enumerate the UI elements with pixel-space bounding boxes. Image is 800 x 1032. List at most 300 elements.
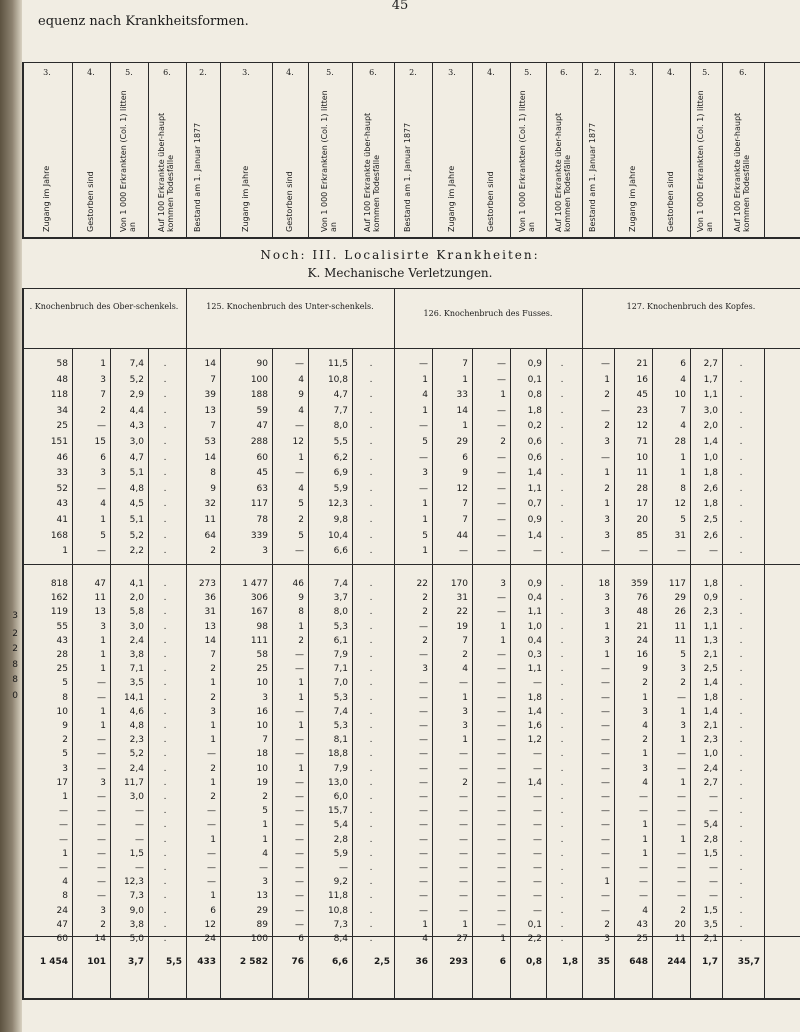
table-cell: 1 (100, 635, 106, 646)
table-cell: 6,6 (333, 546, 348, 557)
table-cell: — (295, 792, 304, 802)
table-cell-dot: . (163, 777, 167, 788)
table-cell: 10 (256, 721, 268, 731)
table-cell: 17 (636, 499, 648, 510)
table-cell: 1 (422, 405, 428, 416)
table-cell: 2 (604, 483, 610, 494)
header-column-rule (546, 62, 547, 238)
table-cell: 47 (256, 421, 268, 432)
column-number: 5. (125, 68, 133, 77)
table-cell-dot: . (163, 820, 167, 831)
total-cell: 35,7 (737, 957, 760, 967)
table-cell: — (601, 664, 610, 675)
table-cell-dot: . (739, 579, 743, 589)
table-cell: — (97, 891, 106, 902)
column-number: 6. (560, 68, 568, 77)
header-column-rule (614, 62, 615, 238)
table-cell-dot: . (163, 749, 167, 760)
table-cell: 5 (262, 806, 268, 817)
table-cell: 1 (100, 706, 106, 717)
table-cell: 3 (262, 692, 268, 703)
table-cell: 2 (680, 678, 686, 689)
table-cell: 1 (210, 777, 216, 788)
table-cell: — (677, 863, 686, 873)
table-cell: — (419, 621, 428, 632)
table-cell: — (601, 834, 610, 845)
table-cell: — (459, 749, 468, 760)
table-cell: 3,0 (129, 621, 144, 632)
table-cell: 14 (204, 452, 216, 463)
header-column-rule (432, 62, 433, 238)
table-cell-dot: . (369, 621, 373, 632)
table-cell: — (601, 792, 610, 802)
table-cell: — (459, 546, 468, 557)
table-cell: 0,6 (527, 452, 542, 463)
table-cell-dot: . (560, 820, 564, 831)
table-cell: 7 (462, 515, 468, 525)
section-subtitle: K. Mechanische Verletzungen. (307, 266, 493, 280)
table-cell: 359 (630, 579, 648, 589)
table-cell-dot: . (369, 359, 373, 369)
header-column-rule (764, 62, 765, 238)
header-bottom-rule (22, 237, 800, 239)
table-cell: 0,9 (527, 515, 542, 525)
group-header-rule (22, 288, 24, 348)
table-cell-dot: . (739, 650, 743, 660)
table-cell: 1 (680, 834, 686, 845)
table-cell: 13 (256, 891, 268, 902)
table-cell: — (533, 749, 542, 760)
table-cell: 29 (674, 593, 686, 604)
table-cell: — (59, 806, 68, 817)
total-cell: 2,5 (374, 957, 390, 967)
table-cell: — (533, 848, 542, 859)
table-cell: 71 (636, 437, 648, 447)
table-cell-dot: . (739, 635, 743, 646)
column-label: Zugang im Jahre (628, 165, 637, 232)
table-cell: 2 (642, 678, 648, 689)
table-cell: 1,4 (527, 777, 542, 788)
table-cell: 5,8 (129, 607, 144, 618)
total-cell: 1,7 (702, 957, 718, 967)
table-cell: 5,4 (333, 820, 348, 831)
table-cell: — (497, 515, 506, 525)
table-cell: 7 (680, 405, 686, 416)
table-cell: 1,4 (527, 468, 542, 479)
table-cell: 1,5 (703, 848, 718, 859)
table-cell: 2,6 (703, 530, 718, 541)
table-cell-dot: . (739, 452, 743, 463)
table-cell-dot: . (739, 806, 743, 817)
column-number: 2. (199, 68, 207, 77)
table-cell: 5 (62, 749, 68, 760)
table-cell: 1,0 (703, 452, 718, 463)
table-cell: — (533, 678, 542, 689)
table-cell-dot: . (739, 777, 743, 788)
table-cell-dot: . (163, 877, 167, 888)
table-cell: — (709, 806, 718, 817)
table-cell: 4 (680, 421, 686, 432)
table-cell: — (709, 792, 718, 802)
table-cell-dot: . (739, 607, 743, 618)
table-cell: — (295, 650, 304, 660)
table-cell: — (135, 834, 144, 845)
table-cell: 118 (50, 390, 68, 401)
table-cell: 7 (262, 735, 268, 746)
table-cell: — (97, 820, 106, 831)
table-cell: 8,0 (333, 607, 348, 618)
table-cell: — (419, 806, 428, 817)
table-cell: — (207, 806, 216, 817)
table-cell-dot: . (369, 706, 373, 717)
table-cell: 1,8 (527, 692, 542, 703)
table-cell: 4,6 (129, 706, 144, 717)
header-column-rule (308, 62, 309, 238)
column-label: Auf 100 Erkrankte über-haupt kommen Todesfälle (554, 112, 572, 232)
table-cell: 0,7 (527, 499, 542, 510)
table-cell: — (207, 863, 216, 873)
table-cell: 2,1 (703, 721, 718, 731)
table-cell: — (295, 877, 304, 888)
table-cell-dot: . (560, 735, 564, 746)
table-cell: 1 (100, 359, 106, 369)
table-cell: — (601, 763, 610, 774)
table-cell: 12 (456, 483, 468, 494)
table-cell: — (419, 863, 428, 873)
column-number: 2. (409, 68, 417, 77)
table-cell: 1,5 (703, 905, 718, 916)
table-cell: 1 (680, 735, 686, 746)
table-cell-dot: . (163, 515, 167, 525)
table-cell-dot: . (163, 452, 167, 463)
table-cell: 2,1 (703, 650, 718, 660)
table-cell: — (419, 891, 428, 902)
table-cell: 10 (674, 390, 686, 401)
header-column-rule (690, 62, 691, 238)
table-cell: — (295, 735, 304, 746)
table-cell: — (207, 820, 216, 831)
table-cell: 22 (456, 607, 468, 618)
table-cell: 9 (642, 664, 648, 675)
table-cell: 5,1 (129, 468, 144, 479)
table-cell-dot: . (739, 390, 743, 401)
table-cell: 1 (604, 621, 610, 632)
running-head: equenz nach Krankheitsformen. (38, 14, 249, 29)
group-header-rule (22, 348, 800, 349)
header-column-rule (352, 62, 353, 238)
table-cell: 3 (100, 621, 106, 632)
table-cell-dot: . (560, 763, 564, 774)
table-cell: 43 (56, 635, 68, 646)
table-cell: 13 (94, 607, 106, 618)
table-cell: — (497, 421, 506, 432)
table-cell: 1 (604, 468, 610, 479)
header-column-rule (394, 62, 395, 238)
table-cell: 1 (642, 692, 648, 703)
table-cell: 14 (204, 635, 216, 646)
column-label: Auf 100 Erkrankte über-haupt kommen Todesfälle (733, 112, 751, 232)
table-cell: — (497, 820, 506, 831)
total-cell: 433 (197, 957, 216, 967)
table-cell-dot: . (163, 763, 167, 774)
table-cell: 7,3 (333, 919, 348, 930)
table-cell: 11 (94, 593, 106, 604)
table-cell: — (601, 359, 610, 369)
table-cell: 58 (256, 650, 268, 660)
table-cell: — (419, 877, 428, 888)
table-cell: 4 (298, 405, 304, 416)
table-cell: 1 (210, 721, 216, 731)
total-cell: 1 454 (39, 957, 68, 967)
table-cell: 1 (298, 763, 304, 774)
table-cell: 1,5 (129, 848, 144, 859)
table-cell-dot: . (560, 359, 564, 369)
table-cell: 1 (500, 635, 506, 646)
table-cell: 1 (462, 735, 468, 746)
table-cell: 6 (462, 452, 468, 463)
table-cell: 151 (50, 437, 68, 447)
table-cell: 7 (462, 635, 468, 646)
table-cell: 1 (210, 834, 216, 845)
table-cell: — (295, 664, 304, 675)
table-cell: 0,9 (527, 359, 542, 369)
table-cell: 2,5 (703, 515, 718, 525)
table-cell: 3 (604, 593, 610, 604)
table-cell: 4 (680, 374, 686, 385)
table-cell: 4,7 (129, 452, 144, 463)
total-cell: 3,7 (128, 957, 144, 967)
table-cell: — (207, 877, 216, 888)
table-cell: — (639, 792, 648, 802)
table-cell-dot: . (369, 650, 373, 660)
table-cell: — (677, 820, 686, 831)
table-cell: 4 (642, 777, 648, 788)
table-cell: — (639, 806, 648, 817)
table-cell: — (497, 530, 506, 541)
table-cell: — (601, 891, 610, 902)
table-cell: 7,0 (333, 678, 348, 689)
table-cell-dot: . (739, 735, 743, 746)
table-cell: 7 (210, 650, 216, 660)
table-cell: 45 (256, 468, 268, 479)
table-cell: 8,1 (333, 735, 348, 746)
table-cell: 2 (680, 905, 686, 916)
table-cell: 4,8 (129, 721, 144, 731)
table-cell: 6 (298, 934, 304, 944)
table-cell: — (677, 763, 686, 774)
table-cell: 59 (256, 405, 268, 416)
table-cell: 5,3 (333, 692, 348, 703)
table-cell: — (533, 820, 542, 831)
table-cell: 18 (598, 579, 610, 589)
table-cell: — (497, 546, 506, 557)
table-cell: 5 (680, 650, 686, 660)
table-cell: 25 (256, 664, 268, 675)
table-cell: 7,1 (129, 664, 144, 675)
table-cell: — (497, 763, 506, 774)
table-cell-dot: . (560, 806, 564, 817)
table-cell: — (639, 891, 648, 902)
table-cell: 25 (636, 934, 648, 944)
table-cell-dot: . (369, 530, 373, 541)
header-column-rule (72, 62, 73, 238)
table-cell: — (533, 877, 542, 888)
table-cell: 2,7 (703, 359, 718, 369)
table-cell: 4 (462, 664, 468, 675)
table-cell: — (97, 421, 106, 432)
group-header: . Knochenbruch des Ober-schenkels. (29, 302, 179, 311)
table-cell: — (419, 692, 428, 703)
column-number: 4. (487, 68, 495, 77)
table-cell-dot: . (163, 437, 167, 447)
table-cell: 1 (210, 735, 216, 746)
table-cell: 4 (100, 499, 106, 510)
table-cell: — (97, 848, 106, 859)
table-cell-dot: . (369, 405, 373, 416)
table-cell: 3 (642, 706, 648, 717)
table-cell-dot: . (739, 359, 743, 369)
table-cell: 4 (62, 877, 68, 888)
table-cell: — (97, 749, 106, 760)
table-cell: 2,7 (703, 777, 718, 788)
table-cell: 43 (636, 919, 648, 930)
group-header-rule (394, 288, 395, 348)
table-cell: 288 (250, 437, 268, 447)
table-cell: — (533, 806, 542, 817)
table-cell: 2,0 (129, 593, 144, 604)
table-cell: 47 (56, 919, 68, 930)
table-cell: — (459, 806, 468, 817)
table-cell-dot: . (560, 749, 564, 760)
table-cell: — (709, 891, 718, 902)
column-label: Bestand am 1. Januar 1877 (403, 122, 412, 232)
table-cell: 6 (680, 359, 686, 369)
table-cell: 26 (674, 607, 686, 618)
table-cell: 1,0 (527, 621, 542, 632)
table-cell: 2,3 (703, 607, 718, 618)
table-cell-dot: . (369, 721, 373, 731)
table-cell: — (419, 650, 428, 660)
table-cell-dot: . (739, 621, 743, 632)
table-cell-dot: . (163, 721, 167, 731)
table-cell: 1,0 (703, 749, 718, 760)
table-cell: — (601, 848, 610, 859)
table-cell: — (497, 792, 506, 802)
table-cell: 1 (500, 390, 506, 401)
total-cell: 6,6 (332, 957, 348, 967)
table-cell: 4 (298, 483, 304, 494)
table-cell: 8 (680, 483, 686, 494)
table-cell: 1,1 (703, 621, 718, 632)
table-cell: 12,3 (327, 499, 348, 510)
table-cell: — (97, 735, 106, 746)
table-cell: 1 477 (242, 579, 268, 589)
table-cell-dot: . (739, 468, 743, 479)
table-cell: 6,9 (333, 468, 348, 479)
table-cell: 12 (292, 437, 304, 447)
table-cell: 3,5 (703, 919, 718, 930)
table-cell: 1 (100, 721, 106, 731)
table-cell: 9 (62, 721, 68, 731)
table-cell: 1 (642, 834, 648, 845)
table-cell-dot: . (163, 359, 167, 369)
table-cell-dot: . (163, 468, 167, 479)
table-cell: 10,8 (327, 905, 348, 916)
table-cell: — (497, 777, 506, 788)
table-cell: 3,0 (129, 792, 144, 802)
table-cell: — (497, 721, 506, 731)
table-cell-dot: . (369, 877, 373, 888)
table-cell: — (295, 919, 304, 930)
table-cell: 10 (56, 706, 68, 717)
table-cell: — (419, 848, 428, 859)
table-cell: 4,1 (129, 579, 144, 589)
margin-row-stub: 2 (12, 629, 18, 639)
table-cell: — (601, 546, 610, 557)
table-cell: 8 (62, 692, 68, 703)
group-header-rule (186, 288, 187, 348)
table-cell: 2 (422, 635, 428, 646)
table-cell: 12 (204, 919, 216, 930)
table-cell: 111 (250, 635, 268, 646)
table-cell: 1,8 (703, 692, 718, 703)
table-cell-dot: . (739, 792, 743, 802)
table-cell: 5,2 (129, 374, 144, 385)
block-separator-rule (22, 564, 800, 565)
table-cell: — (601, 721, 610, 731)
table-cell: — (601, 706, 610, 717)
table-cell: 5,2 (129, 749, 144, 760)
table-cell: 1 (462, 421, 468, 432)
table-cell: — (295, 806, 304, 817)
table-cell: 2 (422, 607, 428, 618)
table-cell: — (97, 877, 106, 888)
table-cell: — (339, 863, 348, 873)
table-cell: — (677, 546, 686, 557)
table-cell: — (419, 706, 428, 717)
table-cell-dot: . (163, 390, 167, 401)
table-cell: 3 (422, 468, 428, 479)
table-cell: 21 (636, 621, 648, 632)
table-cell: 12,3 (123, 877, 144, 888)
table-cell-dot: . (739, 877, 743, 888)
table-cell: — (295, 546, 304, 557)
column-label: Auf 100 Erkrankte über-haupt kommen Todesfälle (157, 112, 175, 232)
table-cell-dot: . (560, 650, 564, 660)
table-cell: — (419, 421, 428, 432)
table-cell-dot: . (369, 374, 373, 385)
header-column-rule (272, 62, 273, 238)
table-cell: 1 (604, 499, 610, 510)
table-cell: 15,7 (327, 806, 348, 817)
table-cell: — (419, 452, 428, 463)
table-cell: 8 (210, 468, 216, 479)
table-cell: — (497, 483, 506, 494)
table-cell-dot: . (560, 934, 564, 944)
table-cell-dot: . (369, 919, 373, 930)
table-cell: — (459, 877, 468, 888)
table-cell: — (497, 806, 506, 817)
table-cell: 1 (298, 721, 304, 731)
margin-row-stub: 8 (12, 675, 18, 685)
table-cell-dot: . (739, 934, 743, 944)
table-cell: 1 (62, 792, 68, 802)
table-cell: 7,7 (333, 405, 348, 416)
table-cell: 4,4 (129, 405, 144, 416)
table-cell: 1 (298, 678, 304, 689)
table-cell: 12 (674, 499, 686, 510)
table-cell: 29 (456, 437, 468, 447)
